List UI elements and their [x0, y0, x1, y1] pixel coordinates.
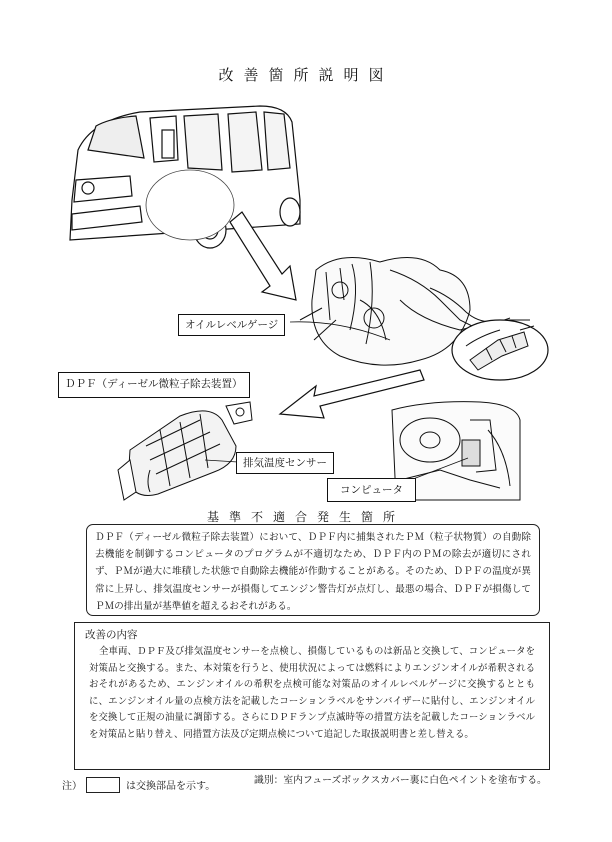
defect-description-text: ＤＰＦ（ディーゼル微粒子除去装置）において、ＤＰＦ内に捕集されたＰＭ（粒子状物質）の自動除去機能を制御するコンピュータのプログラムが不適切なため、ＤＰＦ内のＰＭの除去が適切にされず、ＰＭが過大に堆積した状態で自動除去機能が作動することがある。そのため、ＤＰＦの温度が異常に上昇し、排気温度センサーが損傷してエンジン警告灯が点灯し、最悪の場合、ＤＰＦが損傷してＰＭの排出量が基準値を超えるおそれがある。	[95, 532, 531, 612]
replacement-part-legend-box	[86, 777, 120, 793]
redacted-blob	[146, 170, 234, 240]
page-title: 改善箇所説明図	[218, 66, 394, 84]
identification-note: 識別：室内フューズボックスカバー裏に白色ペイントを塗布する。	[254, 775, 547, 786]
computer-label: コンピュータ	[327, 478, 416, 502]
oil-level-gauge-label: オイルレベルゲージ	[178, 314, 285, 336]
dpf-label: ＤＰＦ（ディーゼル微粒子除去装置）	[58, 372, 250, 398]
exhaust-sensor-label: 排気温度センサー	[236, 452, 334, 474]
improvement-text: 全車両、ＤＰＦ及び排気温度センサーを点検し、損傷しているものは新品と交換して、コンピュータを対策品と交換する。また、本対策を行うと、使用状況によっては燃料によりエンジンオイルが希釈されるおそれがあるため、エンジンオイルの希釈を点検可能な対策品のオイルレベルゲージに交換するとともに、エンジンオイル量の点検方法を記載したコーションラベルをサンバイザーに貼付し、エンジンオイルを交換して正規の油量に調節する。さらにＤＰＦランプ点滅時等の措置方法を記載したコーションラベルを対策品と貼り替え、同措置方法及び定期点検について追記した取扱説明書と差し替える。	[89, 646, 535, 740]
improvement-box	[74, 622, 550, 770]
defect-section-heading: 基準不適合発生箇所	[206, 510, 405, 524]
note-prefix: 注）	[62, 781, 82, 792]
defect-description-box	[86, 524, 540, 616]
improvement-heading: 改善の内容	[85, 629, 138, 641]
replacement-part-note: は交換部品を示す。	[126, 781, 216, 792]
dpf-illustration	[118, 402, 252, 500]
